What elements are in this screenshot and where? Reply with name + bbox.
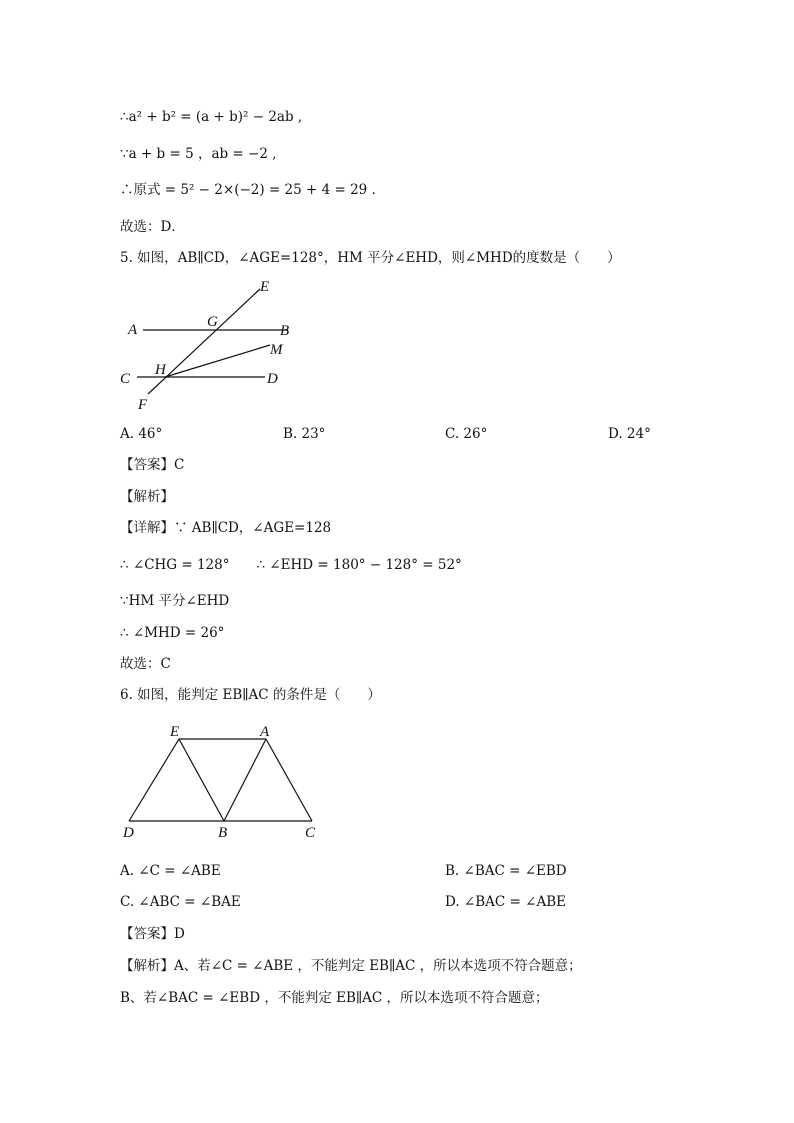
- q5-option-d: D. 24°: [608, 426, 651, 442]
- label-c: C: [305, 825, 316, 841]
- q5-answer: 【答案】C: [120, 457, 185, 473]
- label-f: F: [138, 397, 148, 413]
- label-b: B: [218, 825, 228, 841]
- label-m: M: [270, 342, 283, 358]
- q5-choice: 故选：C: [120, 656, 171, 672]
- label-a: A: [260, 724, 270, 740]
- q6-option-c: C. ∠ABC = ∠BAE: [120, 894, 241, 910]
- q5-stem: 5. 如图，AB∥CD，∠AGE=128°，HM 平分∠EHD，则∠MHD的度数是（ ）: [120, 250, 621, 266]
- q6-option-d: D. ∠BAC = ∠ABE: [445, 894, 566, 910]
- label-e: E: [170, 724, 180, 740]
- q5-step-1: ∴ ∠CHG = 128° ∴ ∠EHD = 180° − 128° = 52°: [120, 557, 462, 573]
- label-d: D: [123, 825, 134, 841]
- side-eb: [179, 739, 224, 821]
- q5-detail: 【详解】∵ AB∥CD，∠AGE=128: [120, 520, 332, 536]
- q6-analysis-b: B、若∠BAC = ∠EBD ，不能判定 EB∥AC ，所以本选项不符合题意；: [120, 990, 549, 1006]
- step-line-1: ∴a² + b² = (a + b)² − 2ab ,: [120, 109, 303, 125]
- q6-option-a: A. ∠C = ∠ABE: [120, 863, 221, 879]
- label-d: D: [267, 371, 278, 387]
- step-line-2: ∵a + b = 5 ，ab = −2 ,: [120, 146, 277, 162]
- q5-figure: [115, 276, 315, 416]
- side-ac: [266, 739, 312, 821]
- step-line-3: ∴原式 = 5² − 2×(−2) = 25 + 4 = 29 .: [120, 182, 376, 198]
- ray-hm: [165, 345, 270, 377]
- side-ba: [224, 739, 266, 821]
- label-a: A: [128, 322, 138, 338]
- q5-step-3: ∴ ∠MHD = 26°: [120, 625, 225, 641]
- line-ef: [148, 289, 260, 394]
- label-c: C: [120, 371, 131, 387]
- q6-answer: 【答案】D: [120, 926, 185, 942]
- q6-stem: 6. 如图，能判定 EB∥AC 的条件是（ ）: [120, 687, 381, 703]
- q6-analysis-a: 【解析】A、若∠C = ∠ABE ，不能判定 EB∥AC ，所以本选项不符合题意；: [120, 958, 582, 974]
- q5-option-b: B. 23°: [283, 426, 326, 442]
- label-e: E: [260, 279, 270, 295]
- label-h: H: [155, 362, 166, 378]
- choice-line-q4: 故选：D．: [120, 219, 185, 235]
- q5-option-a: A. 46°: [120, 426, 163, 442]
- label-b: B: [280, 323, 290, 339]
- side-de: [129, 739, 179, 821]
- q6-figure: [118, 718, 328, 848]
- q5-option-c: C. 26°: [445, 426, 488, 442]
- label-g: G: [207, 314, 218, 330]
- q6-option-b: B. ∠BAC = ∠EBD: [445, 863, 567, 879]
- q5-step-2: ∵HM 平分∠EHD: [120, 593, 230, 609]
- q5-analysis-header: 【解析】: [120, 489, 174, 505]
